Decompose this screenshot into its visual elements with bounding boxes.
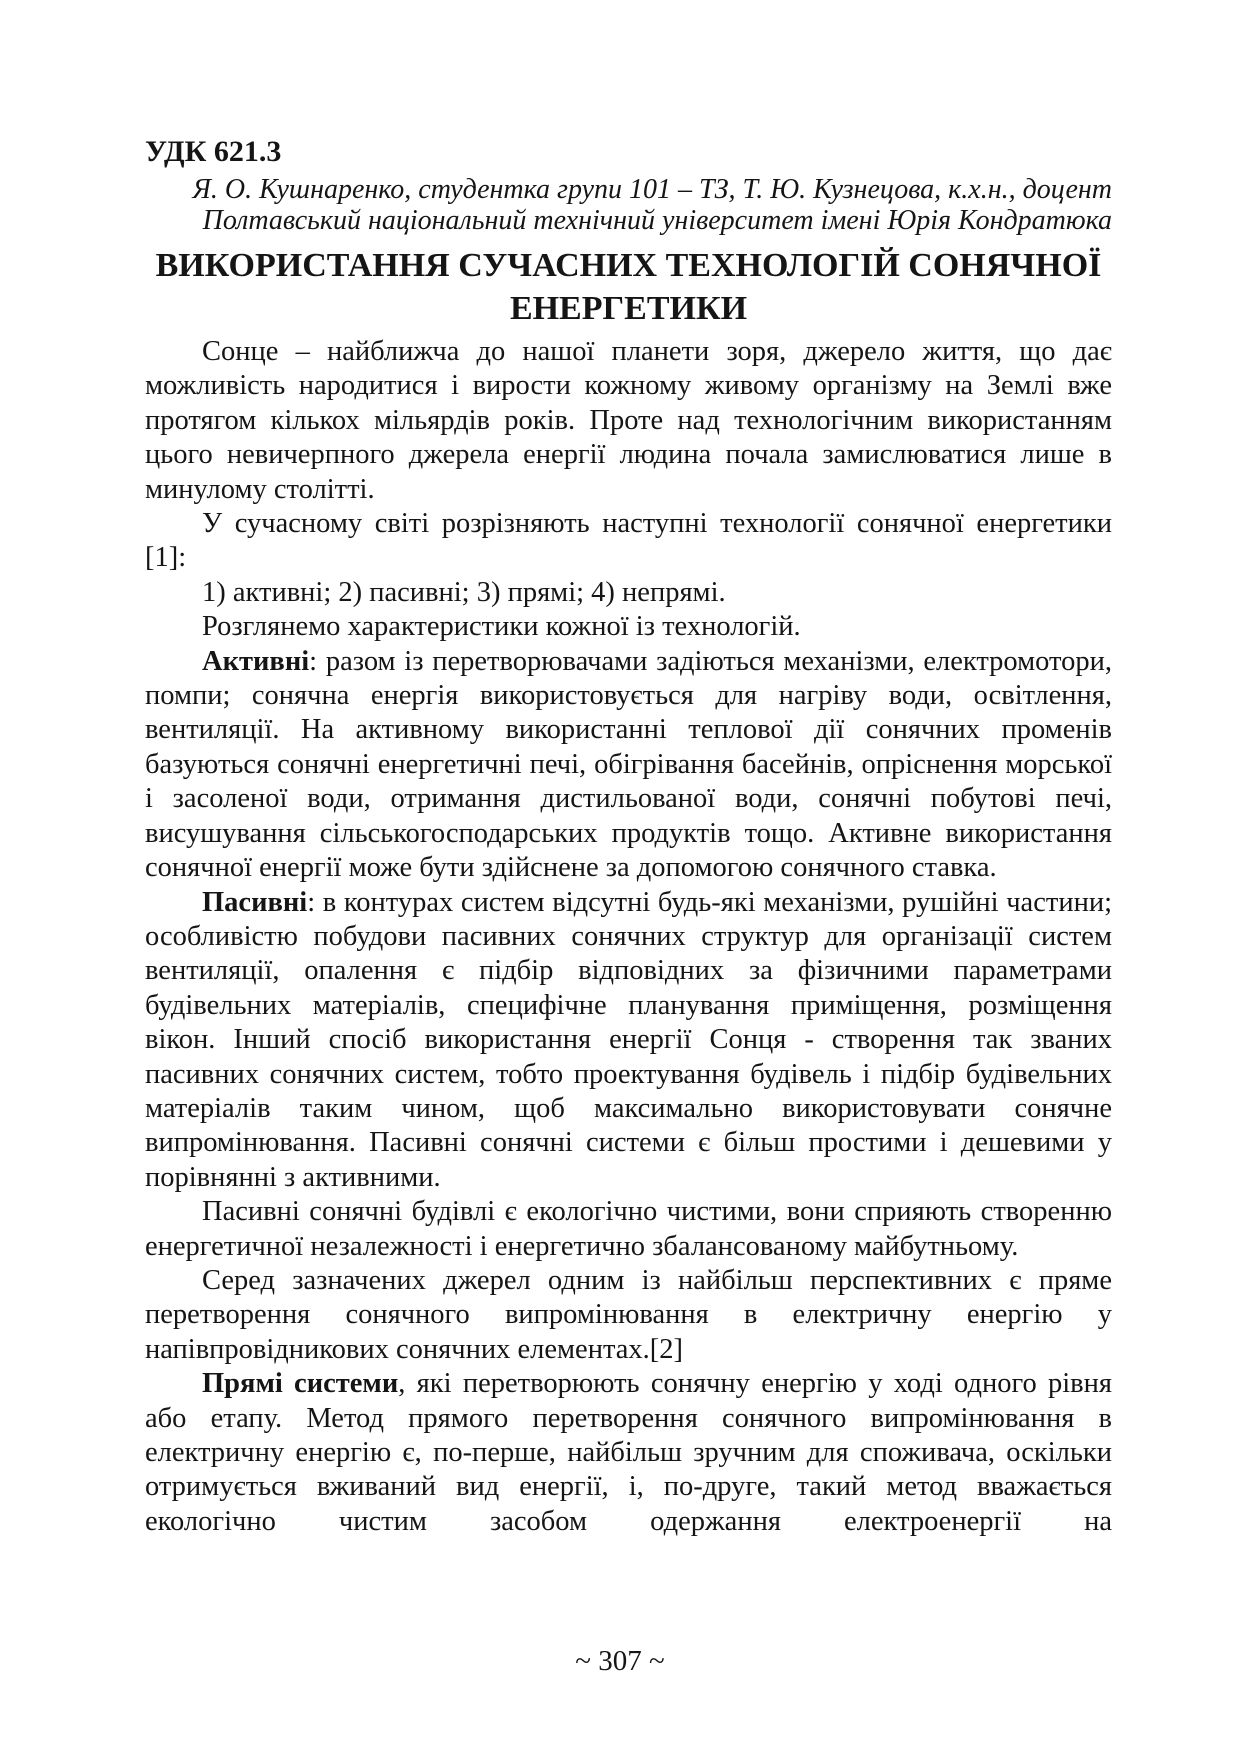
paper-title-line2: ЕНЕРГЕТИКИ	[509, 290, 748, 327]
affiliation-line: Полтавський національний технічний університет імені Юрія Кондратюка	[202, 205, 1112, 236]
paragraph-passive-buildings	[145, 1195, 1112, 1264]
paragraph-text: Розглянемо характеристики кожної із технологій.	[202, 611, 801, 643]
page-number-footer: ~ 307 ~	[575, 1645, 665, 1677]
paragraph-intro	[145, 335, 1112, 507]
udc-label: УДК 621.3	[145, 135, 282, 168]
paragraph-passive	[145, 886, 1112, 1196]
paragraph-lead: Активні	[202, 645, 310, 677]
paragraph-text: У сучасному світі розрізняють наступні технології сонячної енергетики [1]:	[145, 508, 1112, 574]
paragraph-text: Серед зазначених джерел одним із найбільш перспективних є пряме перетворення сонячного випромінювання в електричну енергію у напівпровідникових сонячних елементах.[2]	[145, 1264, 1112, 1365]
paragraph-technologies	[145, 507, 1112, 576]
paragraph-semiconductor	[145, 1264, 1112, 1367]
paper-title-line1: ВИКОРИСТАННЯ СУЧАСНИХ ТЕХНОЛОГІЙ СОНЯЧНОЇ	[155, 247, 1102, 284]
paragraph-list	[145, 576, 1112, 610]
paragraph-active	[145, 645, 1112, 886]
paragraph-text: Сонце – найближча до нашої планети зоря, джерело життя, що дає можливість народитися і вирости кожному живому організму на Землі вже протягом кількох мільярдів років. Проте над технологічним використанням цього невичерпного джерела енергії людина почала замислюватися лише в минулому столітті.	[145, 336, 1112, 505]
paragraph-text: , які перетворюють сонячну енергію у ході одного рівня або етапу. Метод прямого перетворення сонячного випромінювання в електричну енергію є, по-перше, найбільш зручним для споживача, оскільки отримується вживаний вид енергії, і, по-друге, такий метод вважається екологічно чистим засобом одержання електроенергії на	[145, 1368, 1112, 1537]
paragraph-text: : в контурах систем відсутні будь-які механізми, рушійні частини; особливістю побудови пасивних сонячних структур для організації систем вентиляції, опалення є підбір відповідних за фізичними параметрами будівельних матеріалів, специфічне планування приміщення, розміщення вікон. Інший спосіб використання енергії Сонця - створення так званих пасивних сонячних систем, тобто проектування будівель і підбір будівельних матеріалів таким чином, щоб максимально використовувати сонячне випромінювання. Пасивні сонячні системи є більш простими і дешевими у порівнянні з активними.	[145, 886, 1112, 1193]
article-body	[145, 335, 1112, 1539]
paragraph-lead: Пасивні	[202, 886, 308, 918]
paragraph-direct-systems	[145, 1367, 1112, 1539]
authors-block	[145, 174, 1112, 236]
paragraph-text: : разом із перетворювачами задіються механізми, електромотори, помпи; сонячна енергія використовується для нагріву води, освітлення, вентиляції. На активному використанні теплової дії сонячних променів базуються сонячні енергетичні печі, обігрівання басейнів, опріснення морської і засоленої води, отримання дистильованої води, сонячні побутові печі, висушування сільськогосподарських продуктів тощо. Активне використання сонячної енергії може бути здійснене за допомогою сонячного ставка.	[145, 645, 1112, 884]
paper-title	[145, 244, 1112, 330]
paragraph-text: 1) активні; 2) пасивні; 3) прямі; 4) непрямі.	[202, 576, 726, 608]
paragraph-text: Пасивні сонячні будівлі є екологічно чистими, вони сприяють створенню енергетичної незалежності і енергетично збалансованому майбутньому.	[145, 1196, 1112, 1262]
paragraph-overview	[145, 610, 1112, 644]
authors-line: Я. О. Кушнаренко, студентка групи 101 – ТЗ, Т. Ю. Кузнецова, к.х.н., доцент	[192, 174, 1112, 205]
paragraph-lead: Прямі системи	[202, 1368, 399, 1400]
